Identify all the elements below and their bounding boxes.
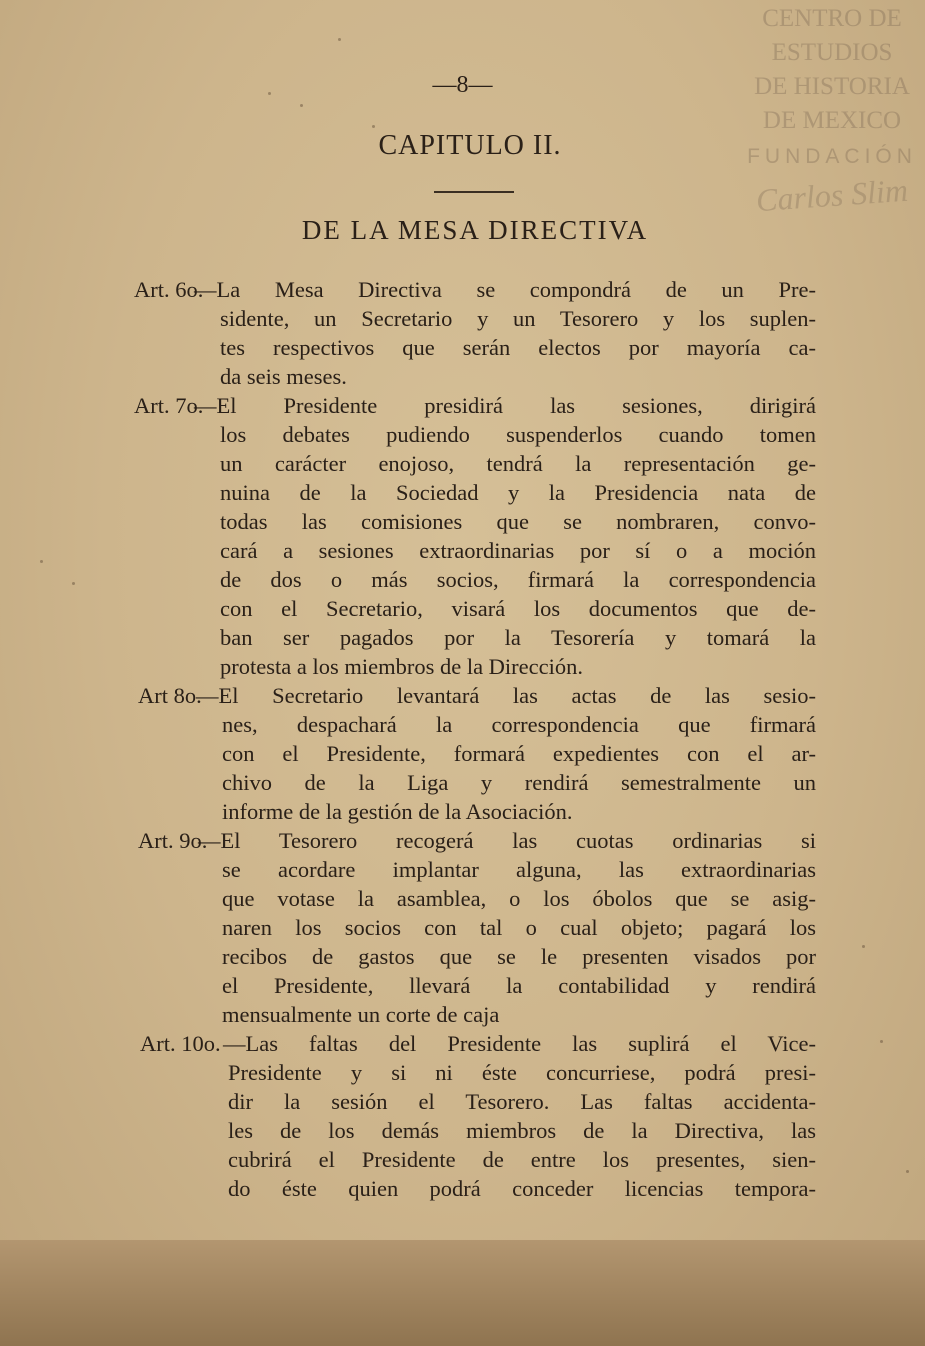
archive-watermark <box>742 2 922 219</box>
article-text: ban ser pagados por la Tesorería y tomará la <box>220 625 816 650</box>
article-line <box>0 1000 925 1029</box>
article-label: Art. 6o. <box>134 277 204 302</box>
article-text: naren los socios con tal o cual objeto; pagará los <box>222 915 816 940</box>
article-text: —La Mesa Directiva se compondrá de un Pre- <box>194 277 816 302</box>
article-line <box>0 768 925 797</box>
article-line <box>0 565 925 594</box>
article-line <box>0 362 925 391</box>
article-text: —El Secretario levantará las actas de las sesio- <box>196 683 816 708</box>
article-text: cubrirá el Presidente de entre los presentes, sien- <box>228 1147 816 1172</box>
article-line <box>0 623 925 652</box>
article-text: cará a sesiones extraordinarias por sí o a moción <box>220 538 816 563</box>
article-line <box>0 971 925 1000</box>
paper-speck <box>372 125 375 128</box>
watermark-line: CENTRO DE <box>762 5 902 32</box>
article-text: nuina de la Sociedad y la Presidencia nata de <box>220 480 816 505</box>
article-text: tes respectivos que serán electos por mayoría ca- <box>220 335 816 360</box>
article-text: con el Presidente, formará expedientes con el ar- <box>222 741 816 766</box>
article-line <box>0 942 925 971</box>
article-line <box>0 391 925 420</box>
article-line <box>0 507 925 536</box>
article-label: Art. 10o. <box>140 1031 221 1056</box>
chapter-title: CAPITULO II. <box>378 130 562 161</box>
article-text: chivo de la Liga y rendirá semestralmente un <box>222 770 816 795</box>
article-block <box>0 826 925 1029</box>
article-text: recibos de gastos que se le presenten visados por <box>222 944 816 969</box>
section-title: DE LA MESA DIRECTIVA <box>301 215 649 245</box>
article-block <box>0 1029 925 1203</box>
article-text: —El Presidente presidirá las sesiones, dirigirá <box>194 393 816 418</box>
articles-body <box>0 275 925 1203</box>
article-text: les de los demás miembros de la Directiva, las <box>228 1118 816 1143</box>
article-line <box>0 449 925 478</box>
paper-speck <box>300 104 303 107</box>
article-text: nes, despachará la correspondencia que firmará <box>222 712 816 737</box>
article-label: Art. 7o. <box>134 393 204 418</box>
article-line <box>0 275 925 304</box>
title-divider <box>434 191 514 193</box>
article-text: informe de la gestión de la Asociación. <box>222 799 573 824</box>
page-bottom-shadow <box>0 1240 925 1346</box>
article-line <box>0 1029 925 1058</box>
article-line <box>0 420 925 449</box>
article-line <box>0 855 925 884</box>
article-text: el Presidente, llevará la contabilidad y rendirá <box>222 973 816 998</box>
watermark-signature: Carlos Slim <box>754 171 910 219</box>
paper-speck <box>906 1170 909 1173</box>
article-text: sidente, un Secretario y un Tesorero y los suplen- <box>220 306 816 331</box>
article-line <box>0 304 925 333</box>
article-text: protesta a los miembros de la Dirección. <box>220 654 584 679</box>
article-line <box>0 1174 925 1203</box>
article-line <box>0 1145 925 1174</box>
article-text: de dos o más socios, firmará la correspondencia <box>220 567 816 592</box>
article-text: —Las faltas del Presidente las suplirá el Vice- <box>223 1031 816 1056</box>
article-line <box>0 1116 925 1145</box>
article-text: con el Secretario, visará los documentos que de- <box>220 596 816 621</box>
page-number: —8— <box>432 72 493 98</box>
article-line <box>0 710 925 739</box>
article-line <box>0 739 925 768</box>
watermark-line: DE MEXICO <box>762 107 902 134</box>
article-line <box>0 1087 925 1116</box>
article-text: todas las comisiones que se nombraren, convo- <box>220 509 816 534</box>
article-line <box>0 913 925 942</box>
paper-speck <box>40 560 43 563</box>
article-text: da seis meses. <box>220 364 347 389</box>
article-line <box>0 826 925 855</box>
article-line <box>0 1058 925 1087</box>
article-line <box>0 478 925 507</box>
watermark-line: DE HISTORIA <box>754 73 910 100</box>
paper-speck <box>338 38 341 41</box>
article-line <box>0 884 925 913</box>
article-text: Presidente y si ni éste concurriese, podrá presi- <box>228 1060 816 1085</box>
article-text: los debates pudiendo suspenderlos cuando tomen <box>220 422 816 447</box>
article-text: —El Tesorero recogerá las cuotas ordinarias si <box>198 828 816 853</box>
article-line <box>0 681 925 710</box>
article-label: Art. 9o. <box>138 828 208 853</box>
article-line <box>0 536 925 565</box>
article-line <box>0 652 925 681</box>
article-text: do éste quien podrá conceder licencias tempora- <box>228 1176 816 1201</box>
article-line <box>0 797 925 826</box>
article-block <box>0 275 925 391</box>
article-line <box>0 594 925 623</box>
article-text: se acordare implantar alguna, las extraordinarias <box>222 857 816 882</box>
paper-speck <box>880 1040 883 1043</box>
article-block <box>0 391 925 681</box>
paper-speck <box>862 945 865 948</box>
article-text: dir la sesión el Tesorero. Las faltas accidenta- <box>228 1089 816 1114</box>
watermark-foundation: FUNDACIÓN <box>747 145 917 168</box>
article-text: mensualmente un corte de caja <box>222 1002 500 1027</box>
article-label: Art 8o. <box>138 683 202 708</box>
article-line <box>0 333 925 362</box>
paper-speck <box>72 582 75 585</box>
paper-speck <box>268 92 271 95</box>
article-block <box>0 681 925 826</box>
article-text: un carácter enojoso, tendrá la representación ge- <box>220 451 816 476</box>
article-text: que votase la asamblea, o los óbolos que se asig- <box>222 886 816 911</box>
watermark-line: ESTUDIOS <box>771 39 893 66</box>
